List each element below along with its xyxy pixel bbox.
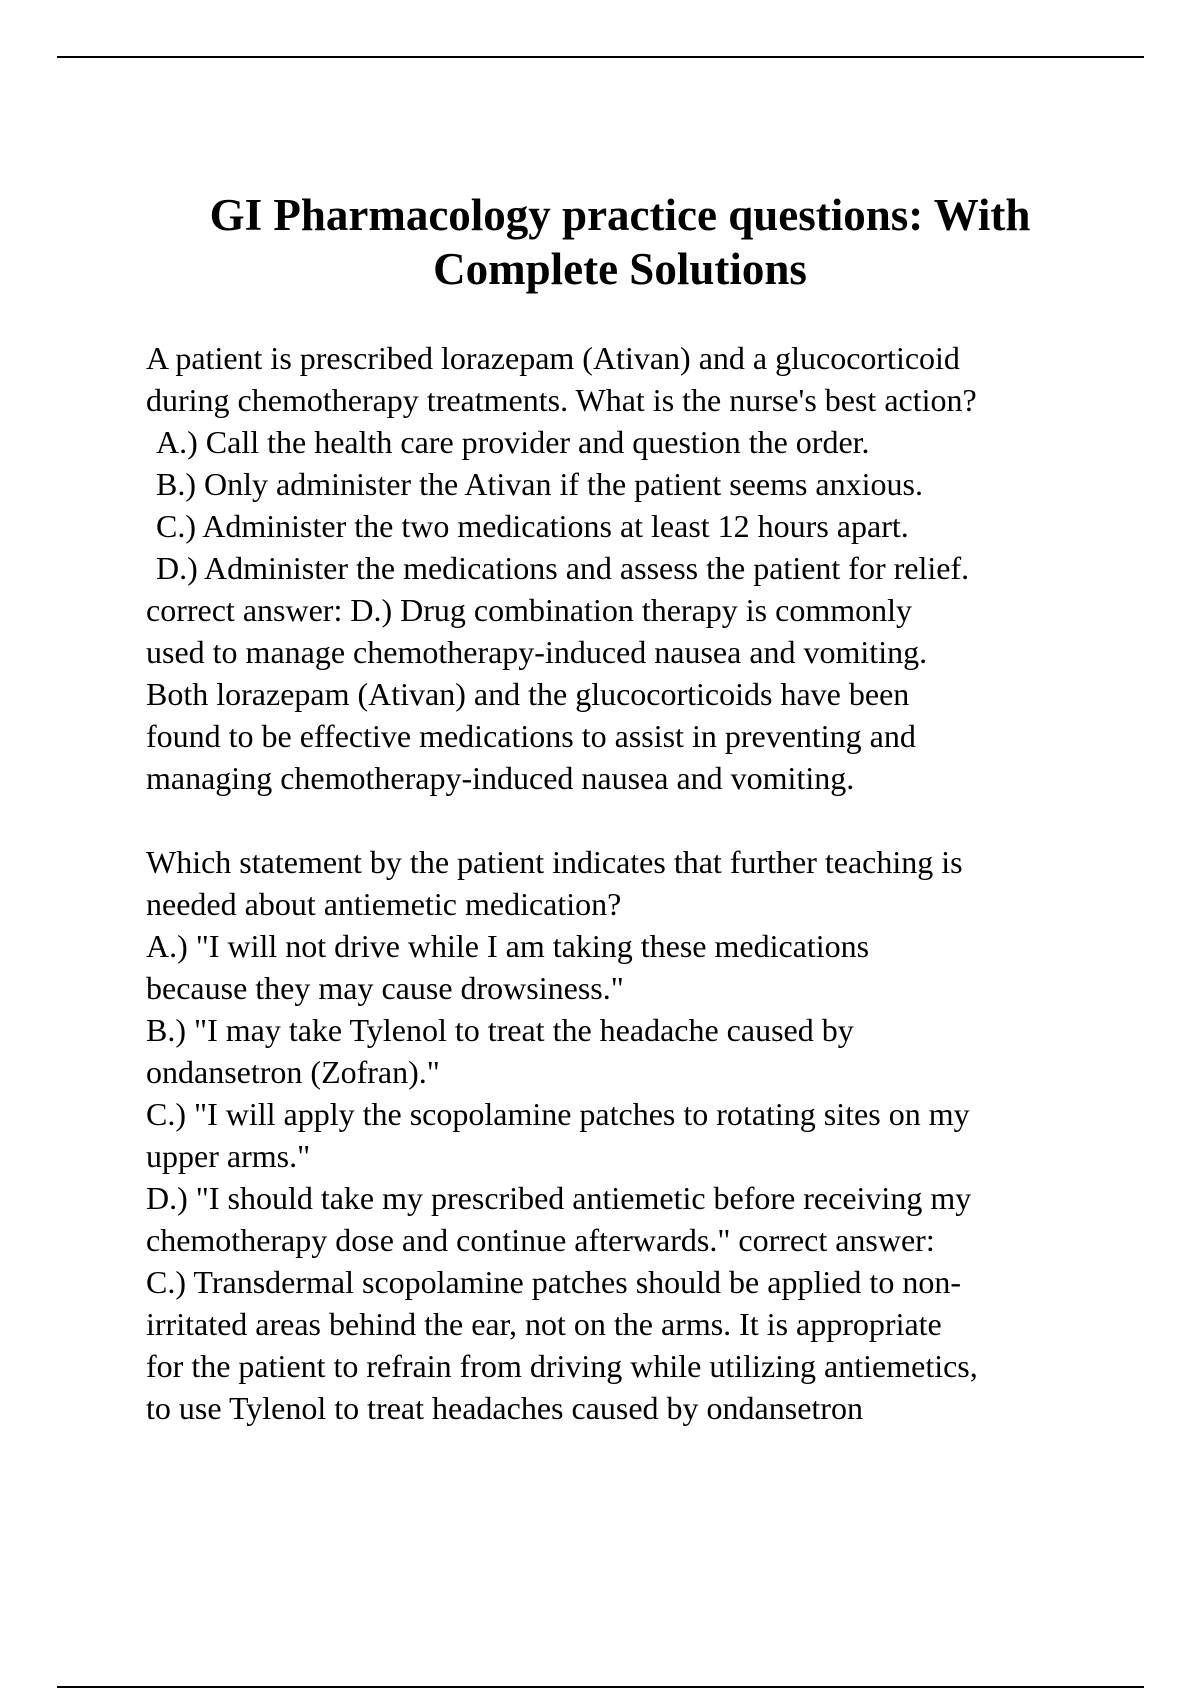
top-rule [57, 56, 1144, 58]
question-1-answer-line: found to be effective medications to assist in preventing and [146, 718, 916, 754]
question-1-option-d: D.) Administer the medications and assess the patient for relief. [156, 550, 970, 586]
question-2-line: chemotherapy dose and continue afterwards." correct answer: [146, 1222, 935, 1258]
question-2-line: irritated areas behind the ear, not on the arms. It is appropriate [146, 1306, 942, 1342]
question-1-answer-line: managing chemotherapy-induced nausea and vomiting. [146, 760, 855, 796]
question-1-answer-line: used to manage chemotherapy-induced nausea and vomiting. [146, 634, 928, 670]
bottom-rule [57, 1686, 1144, 1688]
question-2-line: needed about antiemetic medication? [146, 886, 622, 922]
question-2-line: C.) "I will apply the scopolamine patches to rotating sites on my [146, 1096, 970, 1132]
title-line-2: Complete Solutions [433, 244, 807, 294]
question-1-answer-line: Both lorazepam (Ativan) and the glucocorticoids have been [146, 676, 910, 712]
question-2-line: for the patient to refrain from driving while utilizing antiemetics, [146, 1348, 978, 1384]
question-1-stem-line: during chemotherapy treatments. What is the nurse's best action? [146, 382, 977, 418]
question-2-line: A.) "I will not drive while I am taking these medications [146, 928, 870, 964]
question-2-line: because they may cause drowsiness." [146, 970, 624, 1006]
question-1 [146, 337, 1146, 799]
document-body [146, 337, 1146, 1429]
question-2-line: upper arms." [146, 1138, 311, 1174]
question-1-option-b: B.) Only administer the Ativan if the patient seems anxious. [156, 466, 923, 502]
question-1-answer-line: correct answer: D.) Drug combination therapy is commonly [146, 592, 912, 628]
question-1-option-a: A.) Call the health care provider and question the order. [156, 424, 870, 460]
question-2-line: ondansetron (Zofran)." [146, 1054, 440, 1090]
title-line-1: GI Pharmacology practice questions: With [209, 190, 1031, 240]
question-1-option-c: C.) Administer the two medications at least 12 hours apart. [156, 508, 909, 544]
question-2-line: to use Tylenol to treat headaches caused by ondansetron [146, 1390, 863, 1426]
page-title [100, 188, 1140, 296]
question-2-line: B.) "I may take Tylenol to treat the headache caused by [146, 1012, 854, 1048]
question-2-line: D.) "I should take my prescribed antiemetic before receiving my [146, 1180, 972, 1216]
question-2 [146, 841, 1146, 1429]
question-2-line: C.) Transdermal scopolamine patches should be applied to non- [146, 1264, 961, 1300]
paragraph-gap [146, 799, 1146, 841]
question-1-stem-line: A patient is prescribed lorazepam (Ativan) and a glucocorticoid [146, 340, 960, 376]
question-2-line: Which statement by the patient indicates that further teaching is [146, 844, 963, 880]
